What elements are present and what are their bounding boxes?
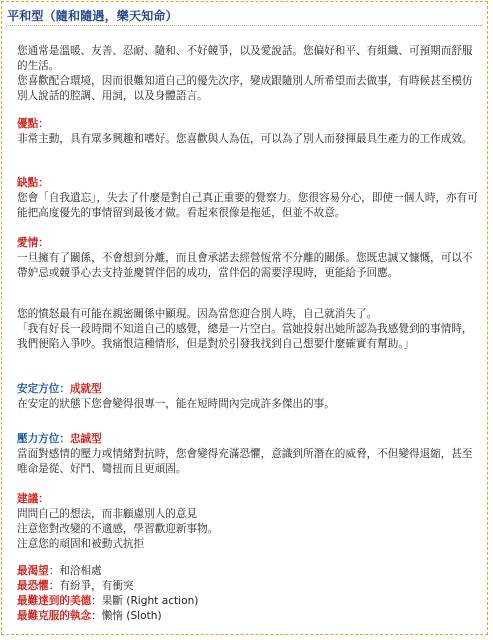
advice-line: 問問自己的想法，而非顧慮別人的意見: [17, 508, 198, 520]
secure-text: 在安定的狀態下您會變得很專一，能在短時間內完成許多傑出的事。: [17, 398, 335, 410]
title-divider: [6, 25, 483, 26]
page-title: 平和型（隨和隨遇，樂天知命）: [7, 9, 178, 23]
strengths-label: 優點：: [17, 118, 49, 130]
love-label: 愛情：: [17, 237, 49, 249]
stress-text: 當面對感情的壓力或情緒對抗時，您會變得充滿恐懼，意識到所潛在的威脅，不但變得退縮，甚至唯命是從、好鬥、彎扭而且更頑固。: [17, 448, 473, 475]
intro-section: [17, 44, 479, 104]
summary-label: 最難達到的美德: [17, 595, 92, 607]
strengths-section: [17, 117, 479, 147]
stress-label: 壓力方位：: [17, 433, 70, 445]
summary-row: [17, 564, 479, 579]
love-section: [17, 236, 479, 281]
secure-label: 安定方位：: [17, 383, 70, 395]
weaknesses-text: 您會「自我遺忘」，失去了什麼是對自己真正重要的覺察力。您很容易分心，即使一個人時，亦有可能把高度優先的事情留到最後才做。看起來很像是拖延，但並不故意。: [17, 192, 478, 219]
summary-row: [17, 609, 479, 624]
summary-label: 最恐懼: [17, 580, 49, 592]
love-text: 一旦擁有了關係，不會想到分離，而且會承諾去經營恆常不分離的關係。您既忠誠又慷慨，可以不帶妒忌或競爭心去支持並慶賀伴侶的成功，當伴侶的需要浮現時，更能給予回應。: [17, 252, 473, 279]
stress-value: 忠誠型: [69, 433, 102, 445]
strengths-text: 非常主動，具有眾多興趣和嗜好。您喜歡與人為伍，可以為了別人而發揮最具生產力的工作成效。: [17, 133, 473, 145]
anger-section: [17, 307, 479, 352]
summary-value: ：果斷 (Right action): [91, 595, 199, 607]
summary-row: [17, 594, 479, 609]
anger-text: 您的憤怒最有可能在親密關係中顯現。因為當您迎合別人時，自己就消失了。: [17, 308, 378, 320]
intro-paragraph-2: 您喜歡配合環境，因而很難知道自己的優先次序，變成跟隨別人所希望而去做事，有時候甚至模仿別人說話的腔調、用詞，以及身體語言。: [17, 75, 473, 102]
advice-line: 注意您對改變的不適感，學習歡迎新事物。: [17, 523, 219, 535]
anger-quote: 「我有好長一段時間不知道自己的感覺，總是一片空白。當她投射出她所認為我感覺到的事情時，我們便陷入爭吵。我痛恨這種情形，但是對於引發我找到自己想要什麼確實有幫助。」: [17, 323, 473, 350]
summary-section: [17, 564, 479, 624]
summary-value: ：有紛爭，有衝突: [48, 580, 134, 592]
secure-section: [17, 382, 479, 412]
advice-section: [17, 492, 479, 552]
summary-value: ：懶惰 (Sloth): [91, 610, 162, 622]
stress-section: [17, 432, 479, 477]
weaknesses-section: [17, 176, 479, 221]
weaknesses-label: 缺點：: [17, 177, 49, 189]
advice-label: 建議：: [17, 493, 49, 505]
summary-label: 最難克服的執念: [17, 610, 92, 622]
intro-paragraph-1: 您通常是溫暖、友善、忍耐、隨和、不好競爭，以及愛說話。您偏好和平、有組織、可預期而舒服的生活。: [17, 45, 473, 72]
secure-value: 成就型: [69, 383, 102, 395]
advice-line: 注意您的頑固和被動式抗拒: [17, 538, 145, 550]
summary-label: 最渴望: [17, 565, 49, 577]
summary-row: [17, 579, 479, 594]
summary-value: ：和洽相處: [48, 565, 102, 577]
content-card: [1, 1, 488, 635]
